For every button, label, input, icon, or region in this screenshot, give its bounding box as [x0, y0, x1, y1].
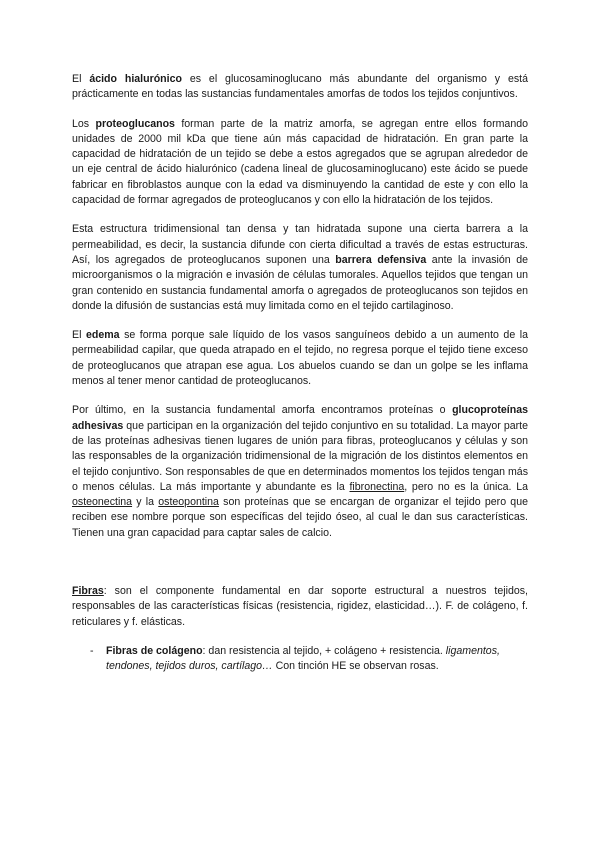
- paragraph-proteoglucanos: [72, 117, 528, 209]
- text-run: ante la invasión de microorganismos o la migración e invasión de células tumorales. Aquellos tejidos que tengan un gran contenido en sustancia fundamental amorfa o agregados de proteoglucanos son tejidos en donde la difusión de sustancias está muy limitada como en el tejido cartilaginoso.: [72, 253, 528, 312]
- term-proteoglucanos: proteoglucanos: [95, 117, 175, 130]
- term-acido-hialuronico: ácido hialurónico: [89, 73, 182, 85]
- paragraph-edema: [72, 328, 528, 389]
- text-run: , pero no es la única. La: [404, 480, 529, 493]
- list-item-fibras-colageno: [90, 644, 528, 675]
- text-run: El: [72, 73, 90, 85]
- term-fibronectina: fibronectina: [349, 480, 405, 493]
- text-run: que participan en la organización del tejido conjuntivo en su totalidad. La mayor parte de las proteínas adhesivas tienen lugares de unión para fibras, proteoglucanos y células y son las responsables de la organización tridimensional de la migración de los distintos elementos en el tejido conjuntivo. Son responsables de que en determinados momentos los tejidos tengan más o menos células. La más importante y abundante es la: [72, 419, 528, 493]
- text-run: es el glucosaminoglucano más abundante del organismo y está prácticamente en todas las sustancias fundamentales amorfas de todos los tejidos conjuntivos.: [72, 73, 528, 101]
- text-run: Con tinción HE se observan rosas.: [272, 660, 439, 673]
- list-item-text: [106, 644, 528, 675]
- term-osteonectina: osteonectina: [72, 496, 133, 509]
- text-run: Los: [72, 117, 96, 130]
- list-bullet: -: [90, 644, 94, 657]
- text-run: son proteínas que se encargan de organizar el tejido pero que reciben ese nombre porque son específicas del tejido óseo, al cual le dan sus características. Tienen una gran capacidad para captar sales de calcio.: [72, 496, 528, 539]
- text-run: se forma porque sale líquido de los vasos sanguíneos debido a un aumento de la permeabilidad capilar, que queda atrapado en el tejido, no regresa porque el tejido tiene exceso de proteoglucanos que atrapan ese agua. Los abuelos cuando se dan un golpe se les inflama menos al tener menor cantidad de proteoglucanos.: [72, 329, 529, 388]
- text-run: El: [72, 329, 86, 342]
- paragraph-fibras: [72, 584, 528, 630]
- text-run: forman parte de la matriz amorfa, se agregan entre ellos formando unidades de 2000 mil kDa que tiene aún más capacidad de hidratación. En gran parte la capacidad de hidratación de un tejido se debe a estos agregados que se agrupan alrededor de un eje central de ácido hialurónico (cadena lineal de glucosaminoglucano) este ácido se puede fabricar en fibroblastos aunque con la edad va disminuyendo la cantidad de este y con ello la capacidad de formar agregados de proteoglucanos y con ello la hidratación de los tejidos.: [72, 117, 528, 207]
- paragraph-acido-hialuronico: [72, 72, 528, 103]
- term-glucoproteinas-adhesivas: glucoproteínas adhesivas: [72, 404, 528, 432]
- text-run: Por último, en la sustancia fundamental amorfa encontramos proteínas o: [72, 404, 453, 417]
- term-barrera-defensiva: barrera defensiva: [335, 253, 427, 266]
- text-run: y la: [132, 496, 159, 509]
- examples-italic: ligamentos, tendones, tejidos duros, cartílago…: [106, 644, 500, 673]
- paragraph-estructura-tridimensional: [72, 222, 528, 314]
- term-edema: edema: [85, 329, 120, 342]
- text-run: : son el componente fundamental en dar soporte estructural a nuestros tejidos, responsables de las características físicas (resistencia, rigidez, elasticidad…). F. de colágeno, f. reticulares y f. elásticas.: [72, 585, 528, 628]
- term-osteopontina: osteopontina: [158, 496, 219, 509]
- term-fibras-de-colageno: Fibras de colágeno: [106, 644, 203, 657]
- document-body: [72, 72, 528, 675]
- paragraph-glucoproteinas: [72, 403, 528, 541]
- text-run: : dan resistencia al tejido, + colágeno + resistencia.: [202, 644, 446, 657]
- text-run: Esta estructura tridimensional tan densa y tan hidratada supone una cierta barrera a la permeabilidad, es decir, la sustancia difunde con cierta dificultad a través de estas estructuras. Así, los agregados de proteoglucanos suponen una: [72, 223, 528, 266]
- term-fibras: Fibras: [72, 585, 104, 598]
